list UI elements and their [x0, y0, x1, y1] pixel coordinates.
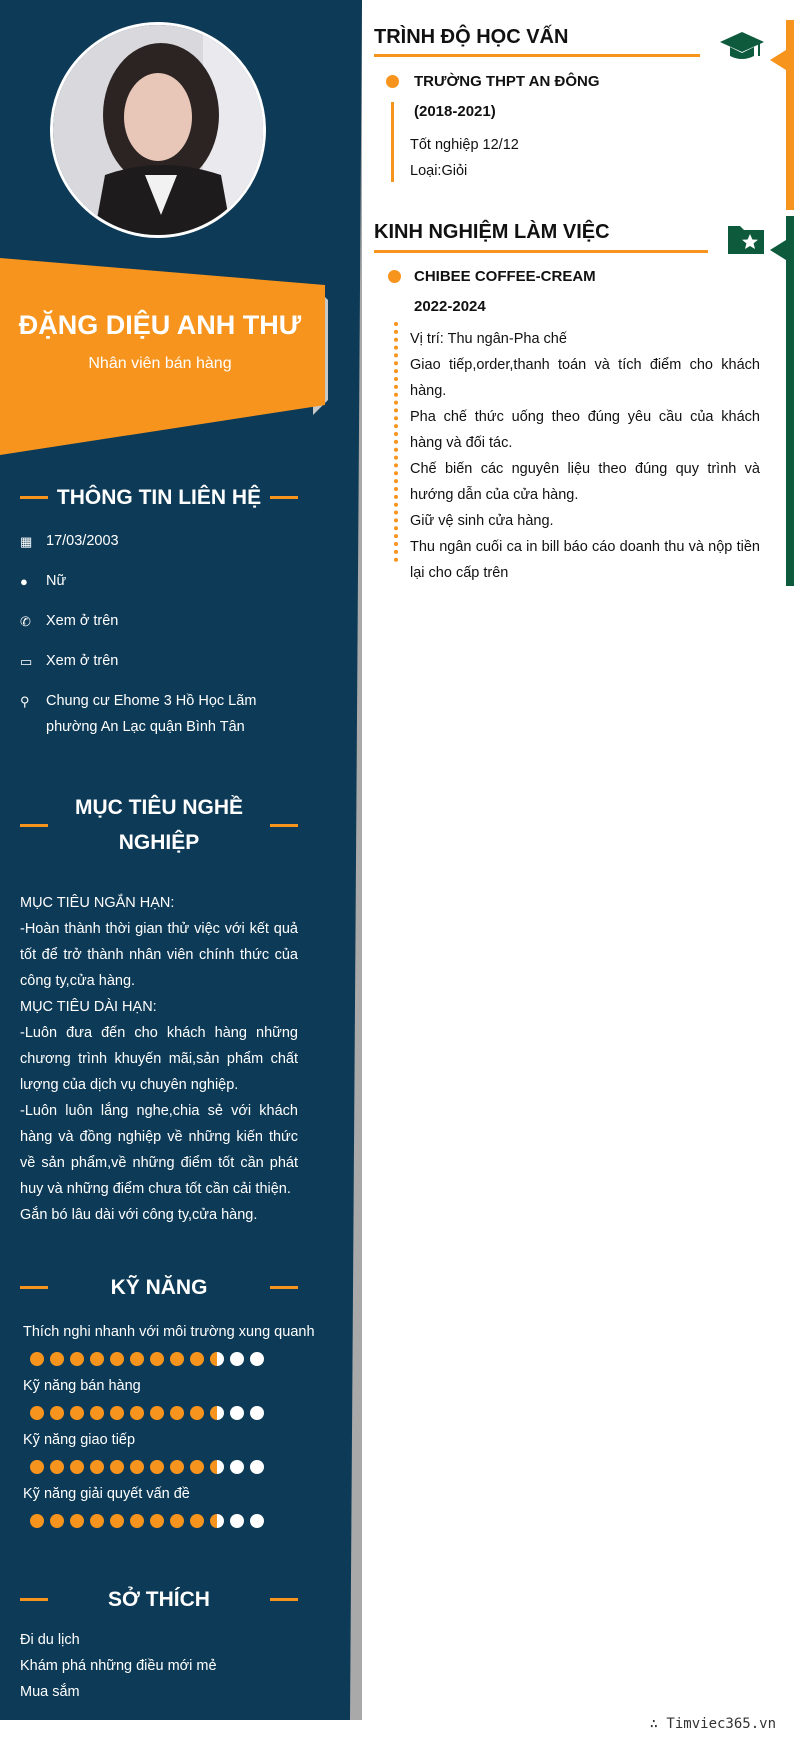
footer-brand: ∴ Timviec365.vn: [649, 1716, 776, 1732]
education-title: TRÌNH ĐỘ HỌC VẤN: [374, 26, 569, 48]
avatar: [50, 22, 266, 238]
experience-detail: Thu ngân cuối ca in bill báo cáo doanh thu và nộp tiền lại cho cấp trên: [410, 539, 760, 581]
rating-dot: [70, 1406, 84, 1420]
avatar-photo-placeholder: [53, 25, 266, 238]
rating-dot: [110, 1460, 124, 1474]
rating-dot: [110, 1352, 124, 1366]
rating-dot: [90, 1352, 104, 1366]
rating-dot: [130, 1352, 144, 1366]
experience-details: [410, 326, 760, 586]
phone-icon: ✆: [20, 614, 31, 629]
goals-title-text: MỤC TIÊU NGHỀ NGHIỆP: [75, 796, 243, 854]
calendar-icon: ▦: [20, 534, 33, 549]
person-icon: ●: [20, 574, 28, 589]
rating-dot: [230, 1514, 244, 1528]
title-dash: [20, 1286, 48, 1289]
rating-dot: [110, 1514, 124, 1528]
experience-detail: Giữ vệ sinh cửa hàng.: [410, 513, 554, 529]
hobbies-section-title: [20, 1582, 298, 1617]
rating-dot: [70, 1352, 84, 1366]
experience-title: KINH NGHIỆM LÀM VIỆC: [374, 221, 610, 243]
experience-timeline: [394, 322, 398, 562]
title-dash: [270, 1598, 298, 1601]
rating-dot: [130, 1514, 144, 1528]
contact-birthday: [20, 528, 300, 555]
rating-dot: [250, 1460, 264, 1474]
rating-dot: [250, 1352, 264, 1366]
skill-rating: [30, 1460, 264, 1474]
rating-dot: [190, 1352, 204, 1366]
skill-rating: [30, 1352, 264, 1366]
skills-title-text: KỸ NĂNG: [110, 1276, 208, 1299]
hobby-item: Khám phá những điều mới mẻ: [20, 1658, 217, 1674]
rating-dot: [30, 1460, 44, 1474]
rating-dot: [170, 1352, 184, 1366]
rating-dot: [150, 1352, 164, 1366]
rating-dot: [130, 1460, 144, 1474]
skill-name: Kỹ năng giao tiếp: [23, 1432, 136, 1448]
experience-period: 2022-2024: [414, 298, 486, 315]
goals-section-title: [20, 790, 298, 860]
title-dash: [20, 824, 48, 827]
contact-gender: [20, 568, 300, 595]
goal-line: MỤC TIÊU NGẮN HẠN:: [20, 895, 175, 911]
rating-dot: [210, 1460, 224, 1474]
contact-email: [20, 648, 300, 675]
goal-line: MỤC TIÊU DÀI HẠN:: [20, 999, 157, 1015]
rating-dot: [170, 1514, 184, 1528]
contact-phone: [20, 608, 300, 635]
rating-dot: [210, 1352, 224, 1366]
experience-detail: Pha chế thức uống theo đúng yêu cầu của khách hàng và đối tác.: [410, 409, 760, 451]
rating-dot: [230, 1352, 244, 1366]
education-accent-bar: [786, 20, 794, 210]
title-dash: [20, 496, 48, 499]
hobby-item: Mua sắm: [20, 1684, 80, 1700]
rating-dot: [230, 1460, 244, 1474]
rating-dot: [170, 1460, 184, 1474]
rating-dot: [210, 1406, 224, 1420]
rating-dot: [150, 1460, 164, 1474]
rating-dot: [70, 1514, 84, 1528]
experience-detail: Giao tiếp,order,thanh toán và tích điểm cho khách hàng.: [410, 357, 760, 399]
experience-detail: Chế biến các nguyên liệu theo đúng quy trình và hướng dẫn của cửa hàng.: [410, 461, 760, 503]
goal-line: Gắn bó lâu dài với công ty,cửa hàng.: [20, 1207, 258, 1223]
rating-dot: [90, 1460, 104, 1474]
rating-dot: [30, 1406, 44, 1420]
rating-dot: [230, 1406, 244, 1420]
experience-detail: Vị trí: Thu ngân-Pha chế: [410, 331, 567, 347]
contact-text: Nữ: [46, 573, 67, 589]
rating-dot: [150, 1514, 164, 1528]
title-dash: [270, 1286, 298, 1289]
education-period: (2018-2021): [414, 103, 496, 120]
contact-text: Xem ở trên: [46, 653, 119, 669]
contact-title-text: THÔNG TIN LIÊN HỆ: [56, 486, 262, 509]
title-dash: [270, 824, 298, 827]
skill-rating: [30, 1514, 264, 1528]
skill-name: Thích nghi nhanh với môi trường xung quanh: [23, 1324, 315, 1340]
skill-name: Kỹ năng bán hàng: [23, 1378, 141, 1394]
contact-text: Xem ở trên: [46, 613, 119, 629]
experience-accent-bar: [786, 216, 794, 586]
location-icon: ⚲: [20, 694, 30, 709]
goal-line: -Luôn luôn lắng nghe,chia sẻ với khách hàng và đồng nghiệp về những kiến thức về sản phẩm,về những điểm tốt cần phát huy và những điểm chưa tốt cần cải thiện.: [20, 1103, 298, 1197]
candidate-role: Nhân viên bán hàng: [88, 355, 232, 372]
rating-dot: [250, 1406, 264, 1420]
title-dash: [270, 496, 298, 499]
contact-section-title: [20, 480, 298, 515]
goal-line: -Hoàn thành thời gian thử việc với kết quả tốt để trở thành nhân viên chính thức của công ty,cửa hàng.: [20, 921, 298, 989]
title-dash: [20, 1598, 48, 1601]
hobby-item: Đi du lịch: [20, 1632, 80, 1648]
rating-dot: [30, 1352, 44, 1366]
rating-dot: [190, 1460, 204, 1474]
experience-accent-arrow: [770, 240, 786, 260]
education-title-underline: [374, 54, 700, 57]
education-timeline: [391, 102, 394, 182]
rating-dot: [190, 1514, 204, 1528]
rating-dot: [150, 1406, 164, 1420]
education-bullet: [386, 75, 399, 88]
education-detail: Tốt nghiệp 12/12: [410, 137, 519, 153]
rating-dot: [90, 1406, 104, 1420]
rating-dot: [50, 1406, 64, 1420]
skills-section-title: [20, 1270, 298, 1305]
education-school: TRƯỜNG THPT AN ĐÔNG: [414, 73, 600, 90]
rating-dot: [250, 1514, 264, 1528]
rating-dot: [110, 1406, 124, 1420]
rating-dot: [130, 1406, 144, 1420]
experience-company: CHIBEE COFFEE-CREAM: [414, 268, 596, 285]
education-accent-arrow: [770, 50, 786, 70]
education-detail: Loại:Giỏi: [410, 163, 468, 179]
email-icon: ▭: [20, 654, 33, 669]
contact-address: [20, 688, 300, 740]
rating-dot: [50, 1514, 64, 1528]
skill-rating: [30, 1406, 264, 1420]
rating-dot: [190, 1406, 204, 1420]
rating-dot: [50, 1352, 64, 1366]
rating-dot: [70, 1460, 84, 1474]
contact-text: Chung cư Ehome 3 Hồ Học Lãm phường An Lạc quận Bình Tân: [46, 693, 257, 735]
skill-name: Kỹ năng giải quyết vấn đề: [23, 1486, 190, 1502]
hobbies-title-text: SỞ THÍCH: [108, 1588, 210, 1611]
rating-dot: [50, 1460, 64, 1474]
experience-bullet: [388, 270, 401, 283]
goal-line: -Luôn đưa đến cho khách hàng những chương trình khuyến mãi,sản phẩm chất lượng của dịch vụ chuyên nghiệp.: [20, 1025, 298, 1093]
rating-dot: [90, 1514, 104, 1528]
folder-star-icon: [726, 220, 766, 256]
rating-dot: [170, 1406, 184, 1420]
candidate-name: ĐẶNG DIỆU ANH THƯ: [18, 310, 302, 340]
contact-text: 17/03/2003: [46, 533, 119, 549]
rating-dot: [30, 1514, 44, 1528]
goals-content: [20, 890, 298, 1228]
experience-title-underline: [374, 250, 708, 253]
rating-dot: [210, 1514, 224, 1528]
graduation-cap-icon: [718, 28, 766, 64]
